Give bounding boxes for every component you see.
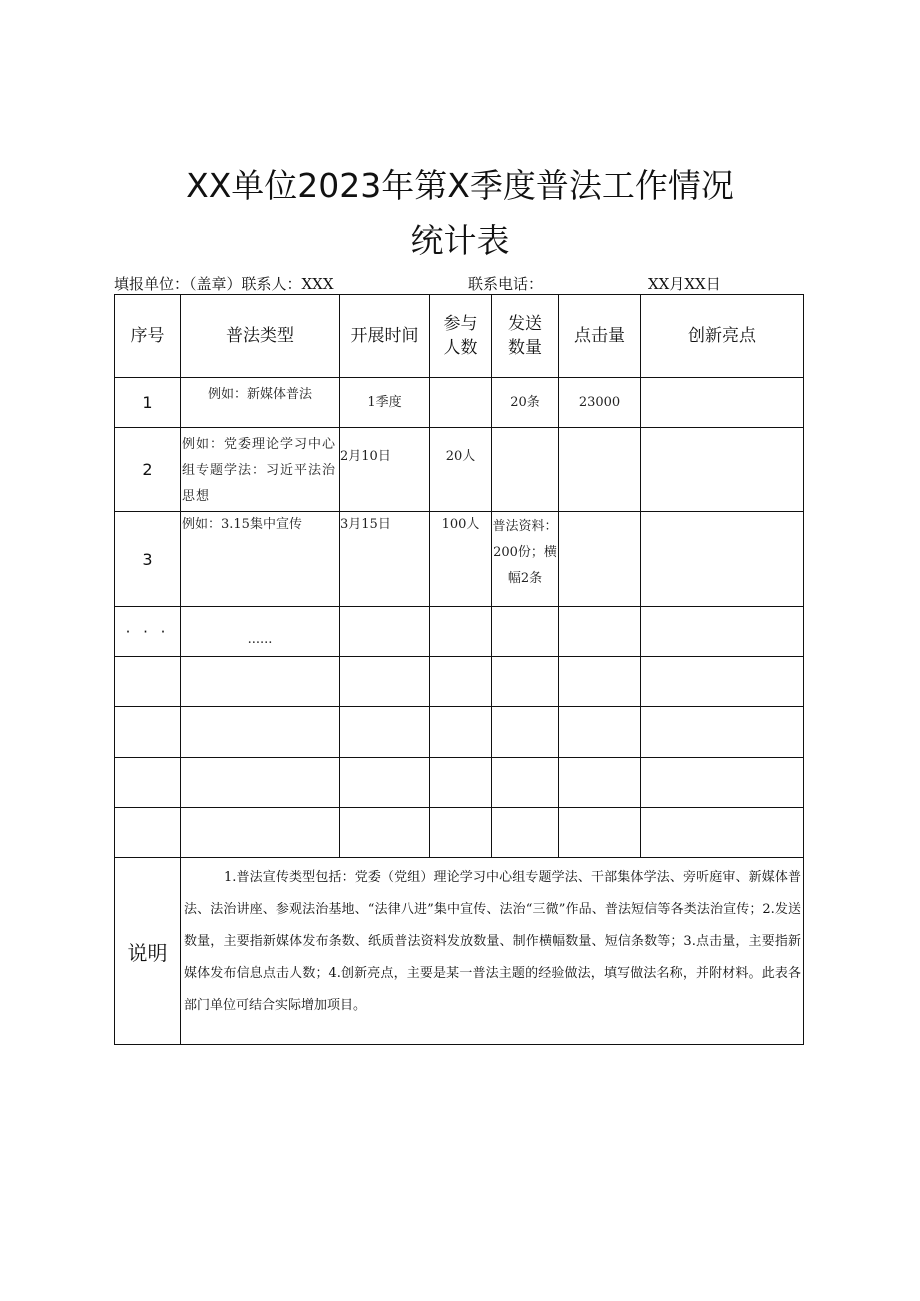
notes-label: 说明 (115, 858, 181, 1045)
empty-cell (492, 808, 559, 858)
cell-sent: 20条 (492, 378, 559, 428)
cell-type: 例如：党委理论学习中心组专题学法：习近平法治思想 (181, 428, 340, 512)
empty-cell (181, 758, 340, 808)
empty-cell (115, 707, 181, 758)
header-people: 参与人数 (430, 295, 492, 378)
notes-text: 1.普法宣传类型包括：党委（党组）理论学习中心组专题学法、干部集体学法、旁听庭审、新媒体普法、法治讲座、参观法治基地、“法律八进”集中宣传、法治“三微”作品、普法短信等各类法治宣传；2.发送数量，主要指新媒体发布条数、纸质普法资料发放数量、制作横幅数量、短信条数等；3.点击量，主要指新媒体发布信息点击人数；4.创新亮点，主要是某一普法主题的经验做法，填写做法名称，并附材料。此表各部门单位可结合实际增加项目。 (181, 858, 804, 1045)
cell-seq: · · · (115, 607, 181, 657)
cell-time: 2月10日 (340, 428, 430, 512)
empty-cell (559, 657, 641, 707)
empty-cell (340, 707, 430, 758)
cell-seq: 3 (115, 512, 181, 607)
header-clicks: 点击量 (559, 295, 641, 378)
table-row-empty (115, 707, 804, 758)
empty-cell (430, 808, 492, 858)
empty-cell (115, 808, 181, 858)
cell-sent (492, 607, 559, 657)
phone-label: 联系电话： (468, 275, 544, 293)
header-row (115, 295, 804, 378)
empty-cell (340, 657, 430, 707)
empty-cell (340, 758, 430, 808)
cell-innovation (641, 607, 804, 657)
table-row (115, 428, 804, 512)
header-seq: 序号 (115, 295, 181, 378)
cell-time: 3月15日 (340, 512, 430, 607)
empty-cell (492, 758, 559, 808)
cell-sent: 普法资料：200份；横幅2条 (492, 512, 559, 607)
cell-innovation (641, 512, 804, 607)
cell-seq: 1 (115, 378, 181, 428)
cell-clicks (559, 428, 641, 512)
empty-cell (641, 808, 804, 858)
empty-cell (430, 758, 492, 808)
empty-cell (559, 707, 641, 758)
cell-people: 100人 (430, 512, 492, 607)
empty-cell (181, 707, 340, 758)
empty-cell (115, 657, 181, 707)
table-row-empty (115, 808, 804, 858)
cell-people (430, 607, 492, 657)
cell-type: ...... (181, 607, 340, 657)
header-time: 开展时间 (340, 295, 430, 378)
table-row (115, 607, 804, 657)
empty-cell (641, 758, 804, 808)
empty-cell (641, 707, 804, 758)
header-sent: 发送数量 (492, 295, 559, 378)
cell-type: 例如：3.15集中宣传 (181, 512, 340, 607)
empty-cell (340, 808, 430, 858)
cell-innovation (641, 378, 804, 428)
empty-cell (115, 758, 181, 808)
empty-cell (181, 657, 340, 707)
cell-type: 例如：新媒体普法 (181, 378, 340, 428)
empty-cell (641, 657, 804, 707)
cell-sent (492, 428, 559, 512)
empty-cell (559, 808, 641, 858)
cell-people: 20人 (430, 428, 492, 512)
cell-time (340, 607, 430, 657)
empty-cell (492, 657, 559, 707)
unit-contact-label: 填报单位：（盖章）联系人：XXX (114, 275, 334, 293)
empty-cell (559, 758, 641, 808)
table-row (115, 378, 804, 428)
table-row-empty (115, 758, 804, 808)
empty-cell (181, 808, 340, 858)
document-title-line2: 统计表 (410, 221, 510, 260)
cell-time: 1季度 (340, 378, 430, 428)
cell-clicks (559, 512, 641, 607)
notes-row (115, 858, 804, 1045)
header-type: 普法类型 (181, 295, 340, 378)
cell-innovation (641, 428, 804, 512)
empty-cell (430, 707, 492, 758)
cell-seq: 2 (115, 428, 181, 512)
empty-cell (492, 707, 559, 758)
cell-clicks (559, 607, 641, 657)
cell-clicks: 23000 (559, 378, 641, 428)
header-innovation: 创新亮点 (641, 295, 804, 378)
table-row-empty (115, 657, 804, 707)
table-row (115, 512, 804, 607)
document-title-line1: XX单位2023年第X季度普法工作情况 (186, 166, 734, 205)
empty-cell (430, 657, 492, 707)
date-label: XX月XX日 (648, 275, 721, 293)
cell-people (430, 378, 492, 428)
statistics-table (114, 294, 804, 1045)
